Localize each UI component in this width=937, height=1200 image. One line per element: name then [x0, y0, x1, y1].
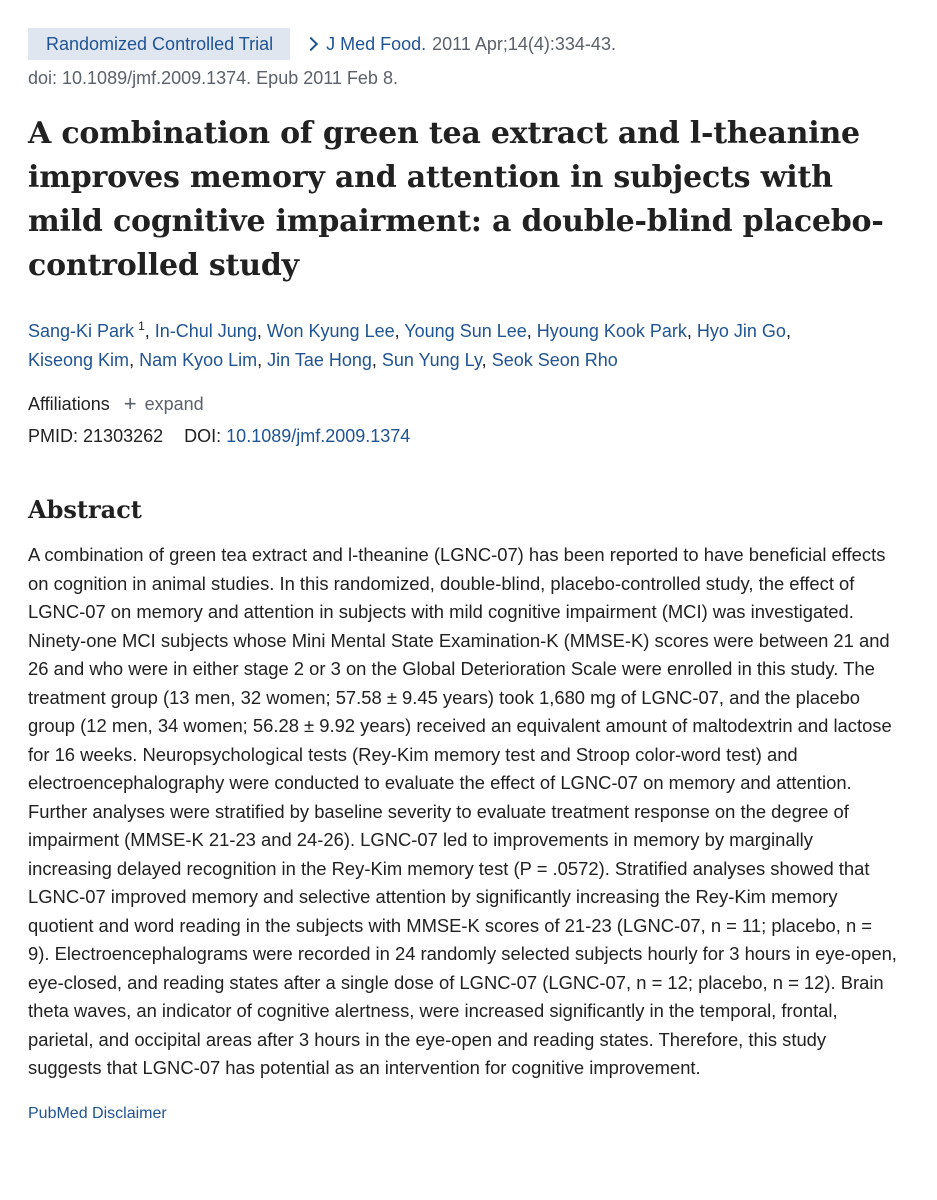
author-link[interactable]: Won Kyung Lee [266, 321, 395, 341]
affiliations-label: Affiliations [28, 394, 110, 414]
pubmed-disclaimer-link[interactable]: PubMed Disclaimer [28, 1104, 167, 1122]
doi-epub-line: doi: 10.1089/jmf.2009.1374. Epub 2011 Feb 8. [28, 68, 398, 88]
abstract-heading: Abstract [28, 495, 142, 524]
citation-details: 2011 Apr;14(4):334-43. [432, 33, 616, 54]
author-link[interactable]: Young Sun Lee [404, 321, 527, 341]
author-link[interactable]: Sun Yung Ly [381, 350, 482, 370]
author-link[interactable]: Jin Tae Hong [267, 350, 372, 370]
pmid-label: PMID: [28, 426, 79, 446]
chevron-right-icon [304, 37, 318, 51]
authors-list: Sang-Ki Park $^1$, In-Chul Jung, Won Kyung Lee, Young Sun Lee, Hyoung Kook Park, Hyo Jin Go, Kiseong Kim, Nam Kyoo Lim, Jin Tae Hong, Sun Yung Ly, Seok Seon Rho [28, 319, 791, 370]
author-link[interactable]: Seok Seon Rho [491, 350, 618, 370]
author-link[interactable]: Sang-Ki Park [28, 321, 135, 341]
publication-type-badge[interactable]: Randomized Controlled Trial [28, 28, 290, 60]
affiliations-expand-button[interactable] [124, 389, 204, 419]
author-link[interactable]: Hyo Jin Go [696, 321, 786, 341]
author-link[interactable]: Hyoung Kook Park [536, 321, 687, 341]
expand-label: expand [144, 394, 204, 414]
author-link[interactable]: Kiseong Kim [28, 350, 130, 370]
author-link[interactable]: Nam Kyoo Lim [139, 350, 258, 370]
affiliations-row [28, 389, 897, 419]
plus-icon: + [123, 391, 137, 416]
citation-row [28, 28, 897, 60]
article-title: A combination of green tea extract and l-theanine improves memory and attention in subjects with mild cognitive impairment: a double-blind placebo-controlled study [28, 116, 884, 283]
journal-link[interactable]: J Med Food. [326, 33, 427, 54]
doi-label: DOI: [184, 426, 222, 446]
affiliation-superscript[interactable]: 1 [138, 319, 145, 333]
pmid-value: 21303262 [83, 426, 164, 446]
doi-link[interactable]: 10.1089/jmf.2009.1374 [226, 426, 411, 446]
abstract-text: A combination of green tea extract and l-theanine (LGNC-07) has been reported to have beneficial effects on cognition in animal studies. In this randomized, double-blind, placebo-controlled study, the effect of LGNC-07 on memory and attention in subjects with mild cognitive impairment (MCI) was investigated. Ninety-one MCI subjects whose Mini Mental State Examination-K (MMSE-K) scores were between 21 and 26 and who were in either stage 2 or 3 on the Global Deterioration Scale were enrolled in this study. The treatment group (13 men, 32 women; 57.58 ± 9.45 years) took 1,680 mg of LGNC-07, and the placebo group (12 men, 34 women; 56.28 ± 9.92 years) received an equivalent amount of maltodextrin and lactose for 16 weeks. Neuropsychological tests (Rey-Kim memory test and Stroop color-word test) and electroencephalography were conducted to evaluate the effect of LGNC-07 on memory and attention. Further analyses were stratified by baseline severity to evaluate treatment response on the degree of impairment (MMSE-K 21-23 and 24-26). LGNC-07 led to improvements in memory by marginally increasing delayed recognition in the Rey-Kim memory test (P = .0572). Stratified analyses showed that LGNC-07 improved memory and selective attention by significantly increasing the Rey-Kim memory quotient and word reading in the subjects with MMSE-K scores of 21-23 (LGNC-07, n = 11; placebo, n = 9). Electroencephalograms were recorded in 24 randomly selected subjects hourly for 3 hours in eye-open, eye-closed, and reading states after a single dose of LGNC-07 (LGNC-07, n = 12; placebo, n = 12). Brain theta waves, an indicator of cognitive alertness, were increased significantly in the temporal, frontal, parietal, and occipital areas after 3 hours in the eye-open and reading states. Therefore, this study suggests that LGNC-07 has potential as an intervention for cognitive improvement. [28, 544, 897, 1078]
author-link[interactable]: In-Chul Jung [154, 321, 257, 341]
identifiers-row [28, 421, 897, 451]
